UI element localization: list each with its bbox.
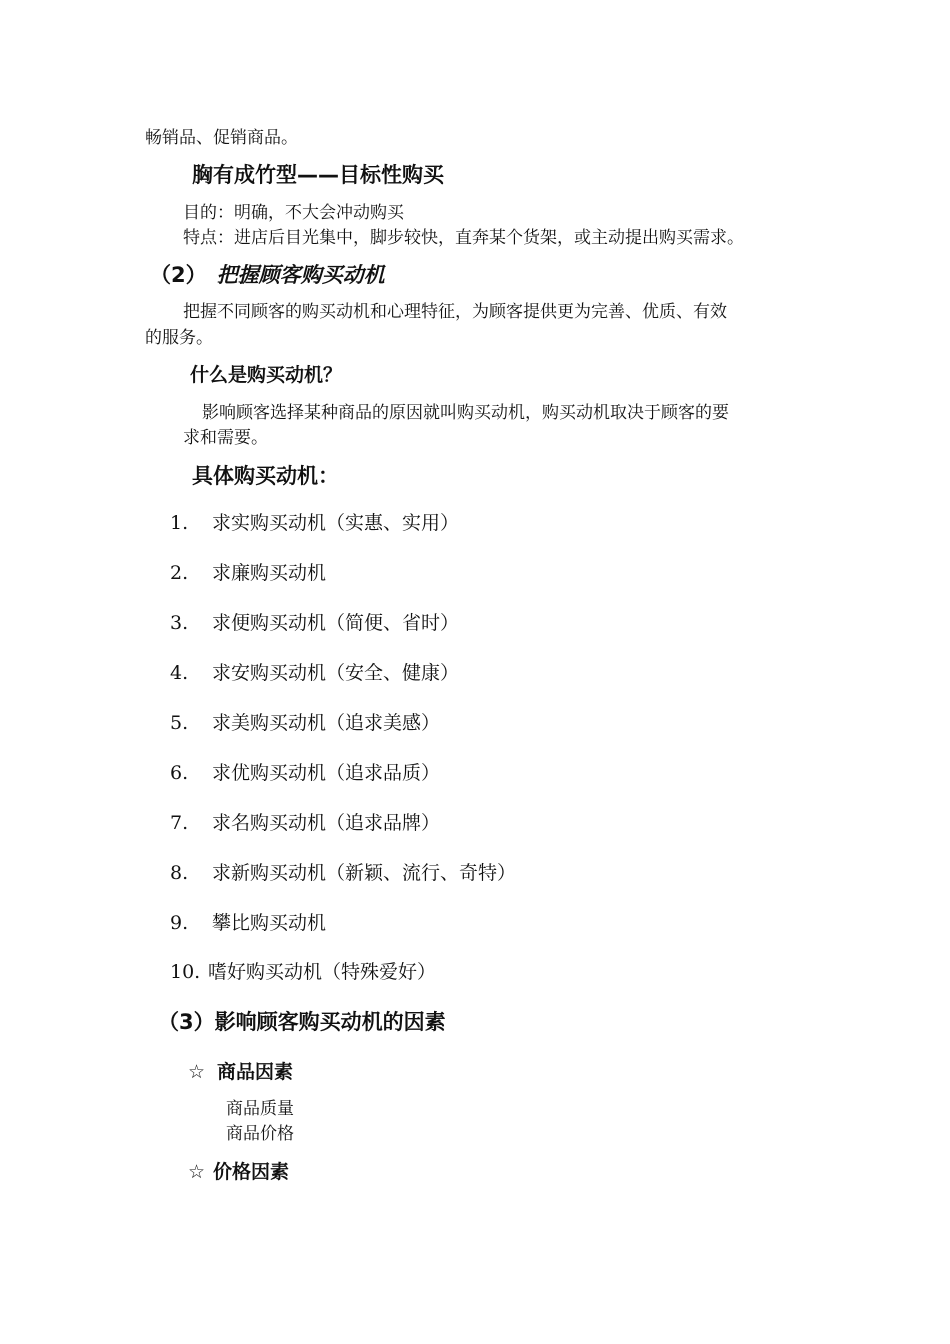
list-item xyxy=(170,810,670,836)
list-text: 攀比购买动机 xyxy=(212,912,327,934)
list-number: 6. xyxy=(170,762,189,784)
factor-item-price: 商品价格 xyxy=(226,1124,294,1144)
list-text: 求便购买动机（简便、省时） xyxy=(212,612,460,634)
list-item xyxy=(170,610,670,636)
section2-heading xyxy=(150,261,385,289)
star-icon: ☆ xyxy=(188,1061,206,1083)
section2-number: （2） xyxy=(150,263,207,287)
list-number: 2. xyxy=(170,562,189,584)
section2-title: 把握顾客购买动机 xyxy=(216,263,385,287)
factor-item-quality: 商品质量 xyxy=(226,1099,294,1119)
factor-commodity-heading xyxy=(188,1059,293,1085)
what-is-motive-heading: 什么是购买动机？ xyxy=(190,364,343,386)
list-text: 求新购买动机（新颖、流行、奇特） xyxy=(212,862,517,884)
list-text: 求实购买动机（实惠、实用） xyxy=(212,512,460,534)
specific-motives-heading: 具体购买动机： xyxy=(192,464,339,488)
section3-heading: （3）影响顾客购买动机的因素 xyxy=(158,1010,446,1034)
list-text: 求廉购买动机 xyxy=(212,562,327,584)
motive-definition-line1: 影响顾客选择某种商品的原因就叫购买动机，购买动机取决于顾客的要 xyxy=(202,403,729,423)
list-item xyxy=(170,710,670,736)
list-text: 求安购买动机（安全、健康） xyxy=(212,662,460,684)
factor-price-heading xyxy=(188,1159,289,1185)
list-number: 3. xyxy=(170,612,189,634)
list-number: 10. xyxy=(170,961,201,983)
factor-commodity-label: 商品因素 xyxy=(217,1061,294,1083)
list-item xyxy=(170,660,670,686)
list-item xyxy=(170,910,670,936)
factor-price-label: 价格因素 xyxy=(213,1161,290,1183)
list-number: 5. xyxy=(170,712,189,734)
list-number: 9. xyxy=(170,912,189,934)
list-text: 求美购买动机（追求美感） xyxy=(212,712,441,734)
list-number: 4. xyxy=(170,662,189,684)
list-item xyxy=(170,860,670,886)
list-item xyxy=(170,560,670,586)
star-icon: ☆ xyxy=(188,1161,206,1183)
list-number: 7. xyxy=(170,812,189,834)
goal-feature-text: 特点：进店后目光集中，脚步较快，直奔某个货架，或主动提出购买需求。 xyxy=(183,228,744,248)
list-item xyxy=(170,510,670,536)
list-number: 1. xyxy=(170,512,189,534)
list-text: 求名购买动机（追求品牌） xyxy=(212,812,441,834)
list-text: 求优购买动机（追求品质） xyxy=(212,762,441,784)
motive-definition-line2: 求和需要。 xyxy=(183,428,268,448)
list-item xyxy=(170,760,670,786)
section2-paragraph-line2: 的服务。 xyxy=(145,328,213,348)
goal-purpose-text: 目的：明确，不大会冲动购买 xyxy=(183,203,404,223)
list-item xyxy=(170,959,670,985)
list-text: 嗜好购买动机（特殊爱好） xyxy=(208,961,437,983)
section2-paragraph-line1: 把握不同顾客的购买动机和心理特征，为顾客提供更为完善、优质、有效 xyxy=(183,302,727,322)
continuation-text: 畅销品、促销商品。 xyxy=(145,128,298,148)
list-number: 8. xyxy=(170,862,189,884)
heading-targeted-purchase: 胸有成竹型——目标性购买 xyxy=(192,163,444,187)
